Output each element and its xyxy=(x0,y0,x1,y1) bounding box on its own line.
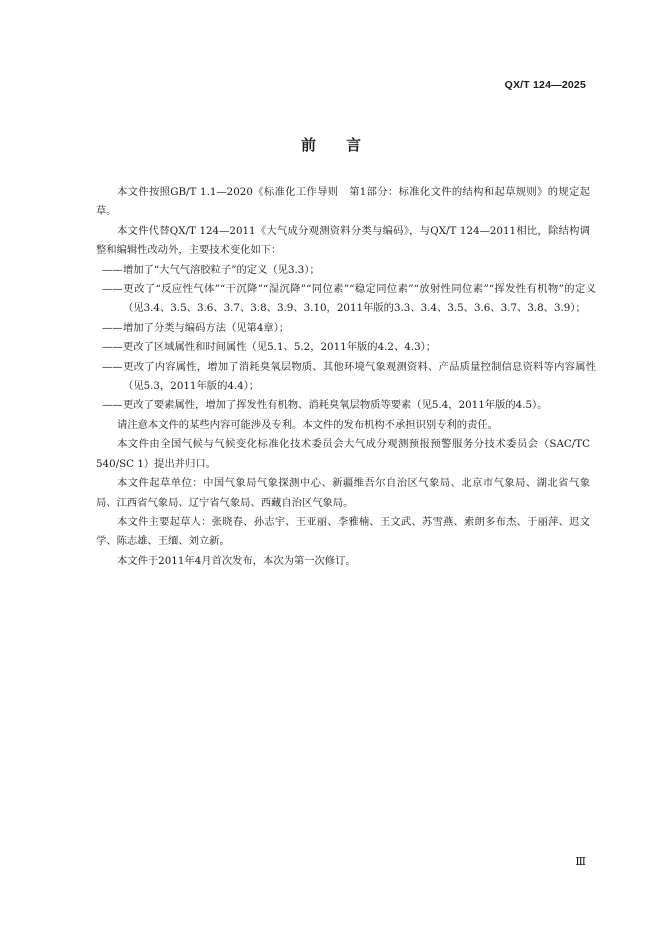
change-item xyxy=(102,338,596,357)
dash-marker: —— xyxy=(102,263,123,276)
change-item xyxy=(102,280,596,319)
dash-marker: —— xyxy=(102,399,123,412)
standard-code: QX/T 124—2025 xyxy=(504,79,586,91)
paragraph-drafting-units: 本文件起草单位：中国气象局气象探测中心、新疆维吾尔自治区气象局、北京市气象局、湖北省气象局、江西省气象局、辽宁省气象局、西藏自治区气象局。 xyxy=(96,477,590,509)
dash-marker: —— xyxy=(102,283,123,296)
paragraph-drafters: 本文件主要起草人：张晓春、孙志宇、王亚丽、李雅楠、王文武、苏雪燕、索朗多布杰、于丽萍、迟文学、陈志雄、王缅、刘立新。 xyxy=(96,515,590,548)
change-item xyxy=(102,319,596,338)
paragraph-patent-notice: 请注意本文件的某些内容可能涉及专利。本文件的发布机构不承担识别专利的责任。 xyxy=(117,418,498,431)
paragraph-drafting-rules: 本文件按照GB/T 1.1—2020《标准化工作导则 第1部分：标准化文件的结构和起草规则》的规定起草。 xyxy=(96,186,590,218)
change-item-text: 更改了区域属性和时间属性（见5.1、5.2，2011年版的4.2、4.3）； xyxy=(123,341,437,354)
paragraph-proposer: 本文件由全国气候与气候变化标准化技术委员会大气成分观测预报预警服务分技术委员会（SAC/TC 540/SC 1）提出并归口。 xyxy=(96,438,590,470)
dash-marker: —— xyxy=(102,321,123,334)
change-item xyxy=(102,396,596,415)
change-item-text: 更改了“反应性气体”“干沉降”“湿沉降”“同位素”“稳定同位素”“放射性同位素”“挥发性有机物”的定义（见3.4、3.5、3.6、3.7、3.8、3.9、3.10，2011年版的3.3、3.4、3.5、3.6、3.7、3.8、3.9）； xyxy=(123,283,596,315)
page-number: Ⅲ xyxy=(575,855,586,868)
dash-marker: —— xyxy=(102,341,123,354)
change-item xyxy=(102,261,596,280)
foreword-body xyxy=(96,183,596,571)
dash-marker: —— xyxy=(102,360,123,373)
change-item xyxy=(102,358,596,397)
paragraph-replacement: 本文件代替QX/T 124—2011《大气成分观测资料分类与编码》，与QX/T 124—2011相比，除结构调整和编辑性改动外，主要技术变化如下： xyxy=(96,224,590,257)
title-char-1: 前 xyxy=(300,136,316,154)
change-item-text: 更改了要素属性，增加了挥发性有机物、消耗臭氧层物质等要素（见5.4，2011年版的4.5）。 xyxy=(123,399,548,412)
page-title xyxy=(0,134,662,155)
title-char-2: 言 xyxy=(346,136,362,154)
change-item-text: 增加了“大气气溶胶粒子”的定义（见3.3）； xyxy=(123,263,320,276)
change-item-text: 增加了分类与编码方法（见第4章）； xyxy=(123,321,290,334)
paragraph-history: 本文件于2011年4月首次发布，本次为第一次修订。 xyxy=(117,554,356,567)
change-item-text: 更改了内容属性，增加了消耗臭氧层物质、其他环境气象观测资料、产品质量控制信息资料等内容属性（见5.3，2011年版的4.4）； xyxy=(123,360,596,393)
